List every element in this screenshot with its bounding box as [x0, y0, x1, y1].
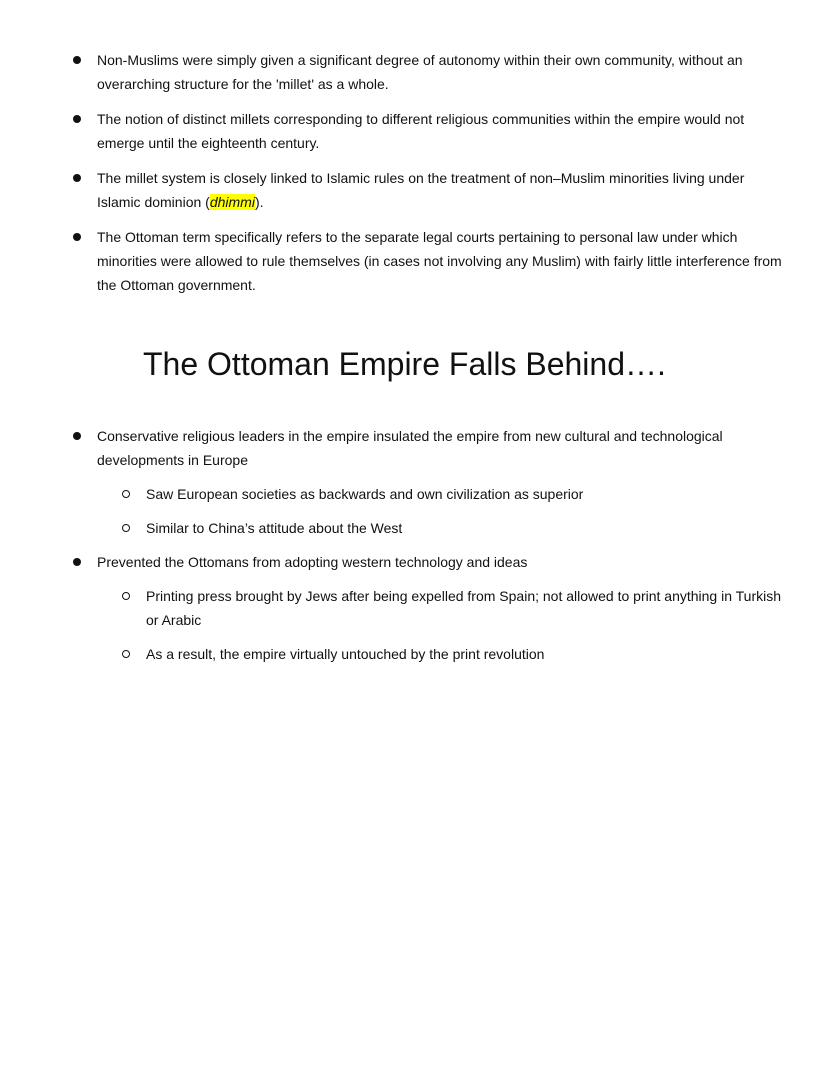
- sub-bullet-icon: [122, 490, 130, 498]
- sub-bullet-icon: [122, 524, 130, 532]
- list-item: [0, 166, 828, 214]
- sub-list-item-text: Printing press brought by Jews after being expelled from Spain; not allowed to print anything in Turkish or Arabic: [146, 588, 782, 628]
- sub-bullet-icon: [122, 650, 130, 658]
- list-item-text: Conservative religious leaders in the empire insulated the empire from new cultural and technological developments in Europe: [97, 428, 723, 468]
- sub-list-item: [0, 642, 828, 666]
- falls-behind-list: [0, 424, 828, 676]
- list-item: [0, 225, 828, 297]
- bullet-icon: [73, 558, 81, 566]
- sub-list-item: [0, 516, 828, 540]
- list-item-text: The notion of distinct millets corresponding to different religious communities within the empire would not emerge until the eighteenth century.: [97, 111, 745, 151]
- sub-list-item-text: As a result, the empire virtually untouched by the print revolution: [146, 646, 545, 662]
- millet-notes-list: [0, 48, 828, 308]
- bullet-icon: [73, 233, 81, 241]
- highlighted-term: dhimmi: [209, 194, 255, 210]
- section-heading: The Ottoman Empire Falls Behind….: [143, 346, 666, 382]
- sub-bullet-icon: [122, 592, 130, 600]
- sub-list-item-text: Similar to China’s attitude about the West: [146, 520, 403, 536]
- list-item-text-before: The millet system is closely linked to Islamic rules on the treatment of non–Muslim minorities living under Islamic dominion (: [97, 170, 745, 210]
- list-item-text: The Ottoman term specifically refers to the separate legal courts pertaining to personal law under which minorities were allowed to rule themselves (in cases not involving any Muslim) with fairly little interference from the Ottoman government.: [97, 229, 782, 293]
- list-item-text-after: ).: [254, 194, 264, 210]
- sub-list-item-text: Saw European societies as backwards and own civilization as superior: [146, 486, 584, 502]
- list-item: [0, 424, 828, 472]
- list-item: [0, 48, 828, 96]
- bullet-icon: [73, 56, 81, 64]
- bullet-icon: [73, 115, 81, 123]
- list-item-text: Non-Muslims were simply given a significant degree of autonomy within their own community, without an overarching structure for the 'millet' as a whole.: [97, 52, 743, 92]
- bullet-icon: [73, 174, 81, 182]
- list-item: [0, 107, 828, 155]
- sub-list-item: [0, 482, 828, 506]
- list-item-text: Prevented the Ottomans from adopting western technology and ideas: [97, 554, 528, 570]
- sub-list-item: [0, 584, 828, 632]
- bullet-icon: [73, 432, 81, 440]
- list-item: [0, 550, 828, 574]
